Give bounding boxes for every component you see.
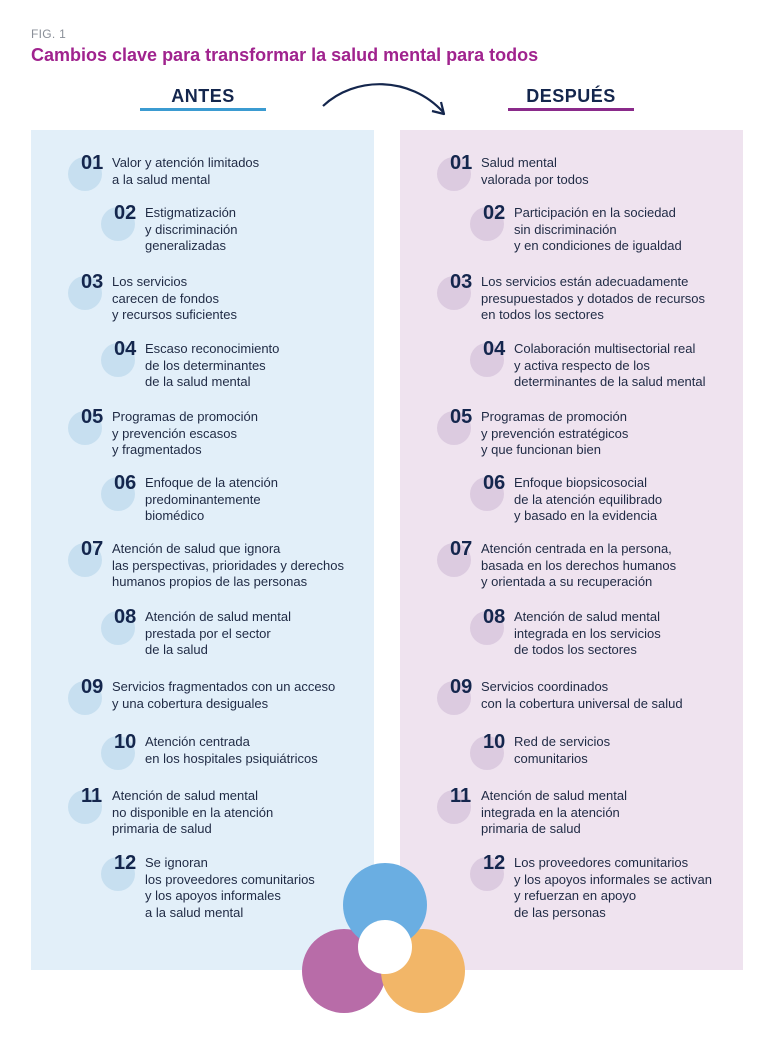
item-text: Red de servicios comunitarios: [514, 734, 611, 766]
item-text: Enfoque biopsicosocial de la atención equilibrado y basado en la evidencia: [514, 475, 663, 523]
item-number: 06: [114, 472, 137, 494]
item-number: 12: [483, 852, 506, 874]
item-text: Programas de promoción y prevención estratégicos y que funcionan bien: [481, 409, 629, 457]
item-text: Los servicios carecen de fondos y recursos suficientes: [112, 274, 237, 322]
after-heading-underline: [508, 108, 634, 111]
item-text: Atención centrada en la persona, basada en los derechos humanos y orientada a su recuperación: [481, 541, 677, 589]
item-text: Atención de salud que ignora las perspectivas, prioridades y derechos humanos propios de las personas: [112, 541, 344, 589]
item-text: Escaso reconocimiento de los determinantes de la salud mental: [145, 341, 280, 389]
item-text: Se ignoran los proveedores comunitarios y los apoyos informales a la salud mental: [145, 855, 315, 920]
item-text: Valor y atención limitados a la salud mental: [112, 155, 260, 187]
item-number: 08: [114, 606, 137, 628]
item-number: 10: [483, 731, 506, 753]
item-text: Atención de salud mental no disponible en la atención primaria de salud: [112, 788, 274, 836]
item-number: 10: [114, 731, 137, 753]
item-number: 05: [450, 406, 473, 428]
item-number: 04: [483, 338, 506, 360]
item-text: Enfoque de la atención predominantemente biomédico: [145, 475, 278, 523]
item-text: Atención de salud mental integrada en los servicios de todos los sectores: [514, 609, 661, 657]
item-number: 07: [450, 538, 473, 560]
before-heading-underline: [140, 108, 266, 111]
transition-arrow-icon: [315, 78, 455, 123]
item-number: 09: [81, 676, 104, 698]
item-text: Los proveedores comunitarios y los apoyos informales se activan y refuerzan en apoyo de las personas: [514, 855, 712, 920]
page-title: Cambios clave para transformar la salud mental para todos: [31, 45, 539, 65]
item-number: 04: [114, 338, 137, 360]
item-number: 06: [483, 472, 506, 494]
item-number: 01: [81, 152, 104, 174]
item-number: 01: [450, 152, 473, 174]
item-number: 11: [450, 785, 472, 807]
item-number: 05: [81, 406, 104, 428]
item-number: 12: [114, 852, 137, 874]
item-number: 02: [483, 202, 506, 224]
item-text: Atención de salud mental prestada por el sector de la salud: [145, 609, 291, 657]
item-number: 08: [483, 606, 506, 628]
item-number: 02: [114, 202, 137, 224]
item-number: 11: [81, 785, 103, 807]
item-text: Atención de salud mental integrada en la atención primaria de salud: [481, 788, 627, 836]
item-text: Colaboración multisectorial real y activa respecto de los determinantes de la salud mental: [514, 341, 706, 389]
item-text: Participación en la sociedad sin discriminación y en condiciones de igualdad: [514, 205, 682, 253]
item-text: Los servicios están adecuadamente presupuestados y dotados de recursos en todos los sectores: [481, 274, 706, 322]
item-text: Servicios fragmentados con un acceso y una cobertura desiguales: [112, 679, 336, 711]
item-text: Servicios coordinados con la cobertura universal de salud: [481, 679, 683, 711]
item-number: 03: [81, 271, 104, 293]
item-number: 07: [81, 538, 104, 560]
item-number: 03: [450, 271, 473, 293]
after-panel: [400, 130, 743, 970]
item-text: Programas de promoción y prevención escasos y fragmentados: [112, 409, 258, 457]
before-heading: ANTES: [171, 86, 235, 106]
figure-label: FIG. 1: [31, 27, 67, 41]
item-number: 09: [450, 676, 473, 698]
item-text: Atención centrada en los hospitales psiquiátricos: [145, 734, 318, 766]
item-text: Estigmatización y discriminación generalizadas: [145, 205, 238, 253]
item-text: Salud mental valorada por todos: [481, 155, 589, 187]
after-heading: DESPUÉS: [526, 86, 616, 106]
before-panel: [31, 130, 374, 970]
